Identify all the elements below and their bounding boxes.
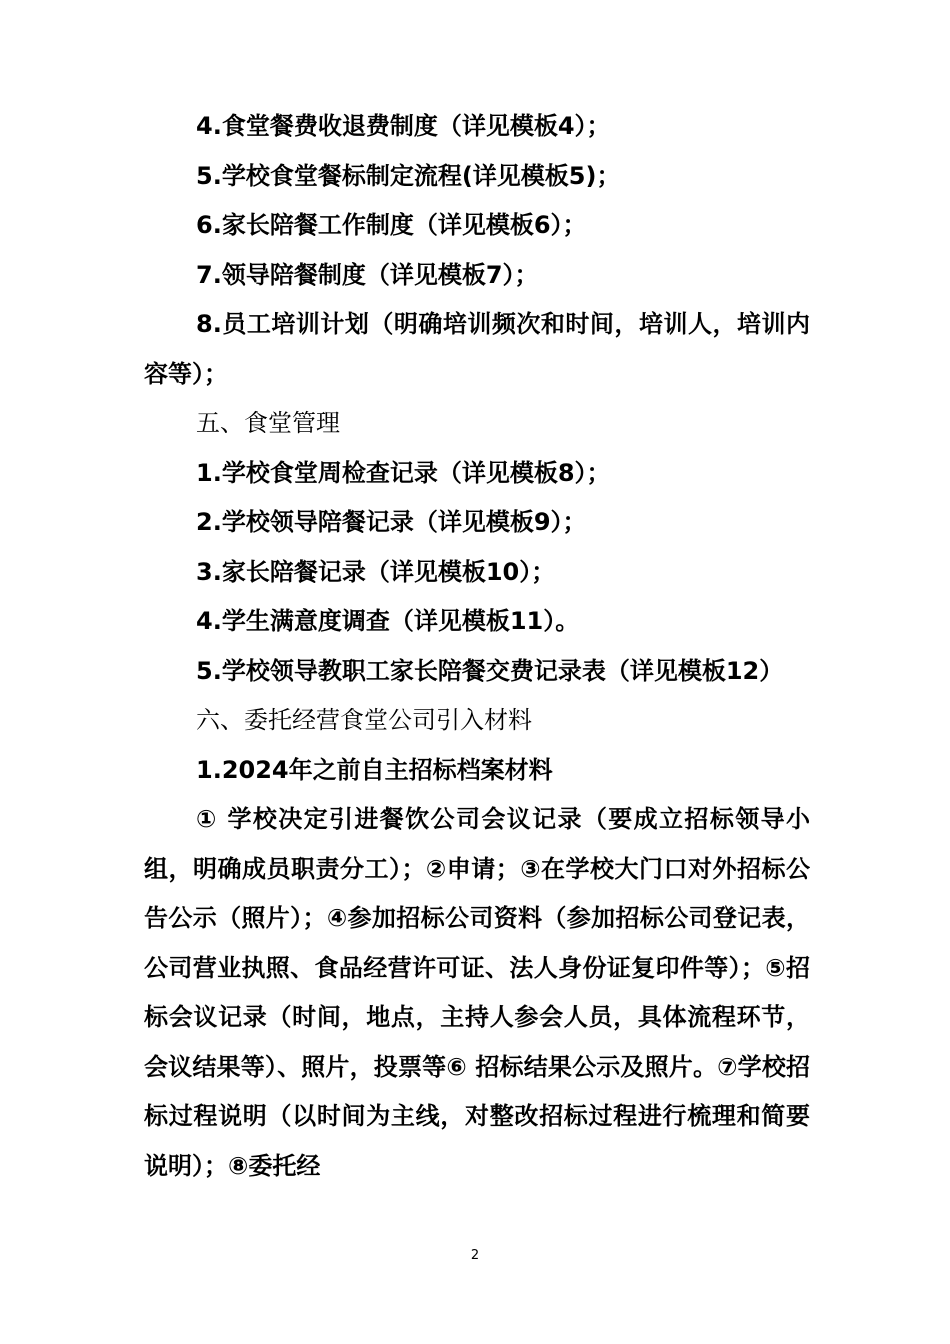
- paragraph-canteen-fee-refund: 4.食堂餐费收退费制度（详见模板4）；: [196, 112, 611, 140]
- paragraph-staff-training-plan: 8.员工培训计划（明确培训频次和时间，培训人，培训内容等）；: [144, 310, 810, 388]
- paragraph-fee-record-table: 5.学校领导教职工家长陪餐交费记录表（详见模板12）: [196, 656, 784, 685]
- paragraph-parent-accompany-record: 3.家长陪餐记录（详见模板10）；: [196, 557, 556, 586]
- section-heading-canteen-management: 五、食堂管理: [196, 409, 340, 437]
- paragraph-leader-accompany-system: 7.领导陪餐制度（详见模板7）；: [196, 260, 539, 289]
- section-heading-entrusted-operation: 六、委托经营食堂公司引入材料: [196, 706, 532, 734]
- paragraph-meal-standard-process: 5.学校食堂餐标制定流程(详见模板5)；: [196, 161, 621, 190]
- document-body: [144, 102, 810, 1191]
- paragraph-tender-archive: 1.2024年之前自主招标档案材料: [196, 755, 553, 784]
- paragraph-student-satisfaction: 4.学生满意度调查（详见模板11）。: [196, 607, 580, 635]
- paragraph-leader-accompany-record: 2.学校领导陪餐记录（详见模板9）；: [196, 508, 587, 536]
- page-number: 2: [470, 1248, 480, 1263]
- paragraph-weekly-inspection: 1.学校食堂周检查记录（详见模板8）；: [196, 458, 611, 487]
- paragraph-tender-materials-list: ① 学校决定引进餐饮公司会议记录（要成立招标领导小组，明确成员职责分工）；②申请；③在学校大门口对外招标公告公示（照片）；④参加招标公司资料（参加招标公司登记表，公司营业执照、食品经营许可证、法人身份证复印件等）；⑤招标会议记录（时间，地点，主持人参会人员，具体流程环节，会议结果等）、照片，投票等⑥ 招标结果公示及照片。⑦学校招标过程说明（以时间为主线，对整改招标过程进行梳理和简要说明）；⑧委托经: [144, 805, 810, 1180]
- paragraph-parent-accompany-system: 6.家长陪餐工作制度（详见模板6）；: [196, 211, 587, 239]
